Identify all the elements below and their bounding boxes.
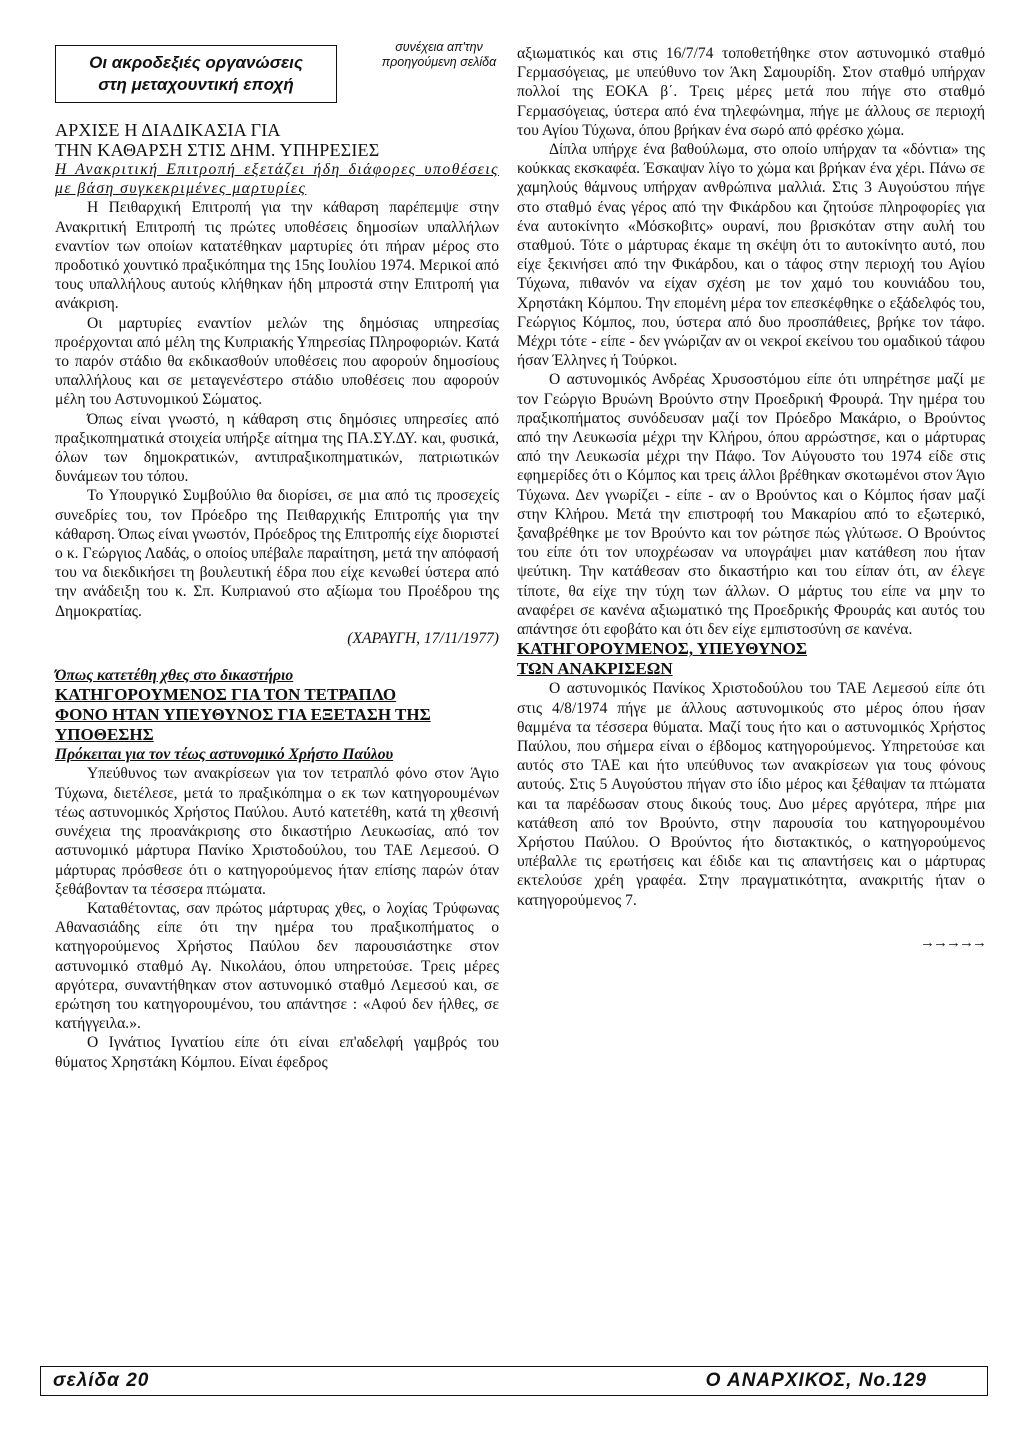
article2-subhead: Πρόκειται για τον τέως αστυνομικό Χρήστο Παύλου bbox=[55, 746, 394, 764]
article1-paragraph: Όπως είναι γνωστό, η κάθαρση στις δημόσιες υπηρεσίες από πραξικοπηματικά στοιχεία υπήρξε αίτημα της ΠΑ.ΣΥ.ΔΥ. και, φυσικά, όλων των δημοκρατικών, αντιπραξικοπηματικών, πατριωτικών δυνάμεων του τόπου. bbox=[55, 410, 499, 486]
article2-paragraph: Υπεύθυνος των ανακρίσεων για τον τετραπλό φόνο στον Άγιο Τύχωνα, διετέλεσε, μετά το πραξικόπημα ο εκ των κατηγορουμένων τέως αστυνομικός Χρήστος Παύλου. Αυτό κατετέθη, κατά τη χθεσινή συνέχεια της προανάκρισης στο δικαστήριο Λευκωσίας, από τον αστυνομικό μάρτυρα Πανίκο Χριστοδούλου, του ΤΑΕ Λεμεσού. Ο μάρτυρας πρόσθεσε ότι ο κατηγορούμενος ήταν επίσης παρών όταν ξεθάβονταν τα τέσσερα πτώματα. bbox=[55, 765, 499, 898]
section-title-line2: ΤΩΝ ΑΝΑΚΡΙΣΕΩΝ bbox=[517, 659, 673, 679]
series-title-line2: στη μεταχουντική εποχή bbox=[98, 75, 294, 94]
series-title-line1: Οι ακροδεξιές οργανώσεις bbox=[89, 53, 303, 72]
article1-paragraph: Η Πειθαρχική Επιτροπή για την κάθαρση παρέπεμψε στην Ανακριτική Επιτροπή τις πρώτες υποθέσεις δημοσίων υπαλλήλων εναντίον των οποίων κατατέθηκαν μαρτυρίες ότι πήραν μέρος στο προδοτικό χουντικό πραξικόπημα της 15ης Ιουλίου 1974. Μερικοί από τους υπαλλήλους αυτούς κλήθηκαν ήδη μπροστά στην Επιτροπή για ανάκριση. bbox=[55, 199, 499, 313]
page-footer bbox=[40, 1366, 988, 1396]
article2-kicker: Όπως κατετέθη χθες στο δικαστήριο bbox=[55, 667, 294, 685]
article2-paragraph: αξιωματικός και στις 16/7/74 τοποθετήθηκε στον αστυνομικό σταθμό Γερμασόγειας, με υπεύθυνο τον Άκη Σαμουρίδη. Στον σταθμό υπήρχαν πολλοί της ΕΟΚΑ β΄. Τρεις μέρες μετά που πήγε στο σταθμό Γερμασόγειας, ύστερα από ένα τηλεφώνημα, πήγε με άλλους σε περιοχή του Αγίου Τύχωνα, όπου βρήκαν ένα σωρό από φρέσκο χώμα. bbox=[517, 45, 985, 139]
article1-paragraph: Το Υπουργικό Συμβούλιο θα διορίσει, σε μια από τις προσεχείς συνεδρίες του, τον Πρόεδρο της Πειθαρχικής Επιτροπής για την κάθαρση. Όπως είναι γνωστόν, Πρόεδρος της Επιτροπής είχε διοριστεί ο κ. Γεώργιος Λαδάς, ο οποίος υπέβαλε παραίτηση, μετά την απόφασή του να διεκδικήσει τη βουλευτική έδρα που είχε κενωθεί ύστερα από την ανάδειξη του κ. Σπ. Κυπριανού στο αξίωμα του Προέδρου της Δημοκρατίας. bbox=[55, 487, 499, 620]
publication-name: Ο ΑΝΑΡΧΙΚΟΣ, Νο.129 bbox=[705, 1370, 927, 1391]
page-number: σελίδα 20 bbox=[53, 1370, 150, 1391]
article2-headline-line3: ΥΠΟΘΕΣΗΣ bbox=[55, 725, 154, 745]
article1-headline-line2: ΤΗΝ ΚΑΘΑΡΣΗ ΣΤΙΣ ΔΗΜ. ΥΠΗΡΕΣΙΕΣ bbox=[55, 140, 380, 160]
series-header bbox=[55, 40, 499, 120]
article2-headline-line1: ΚΑΤΗΓΟΡΟΥΜΕΝΟΣ ΓΙΑ ΤΟΝ ΤΕΤΡΑΠΛΟ bbox=[55, 685, 397, 705]
right-column bbox=[517, 44, 985, 953]
continuation-line1: συνέχεια απ'την bbox=[395, 40, 483, 54]
left-column bbox=[55, 40, 499, 1072]
article1-headline-line1: ΑΡΧΙΣΕ Η ΔΙΑΔΙΚΑΣΙΑ ΓΙΑ bbox=[55, 120, 281, 140]
article1-source: (ΧΑΡΑΥΓΗ, 17/11/1977) bbox=[347, 629, 499, 647]
continuation-note bbox=[379, 40, 499, 70]
article2-headline-line2: ΦΟΝΟ ΗΤΑΝ ΥΠΕΥΘΥΝΟΣ ΓΙΑ ΕΞΕΤΑΣΗ ΤΗΣ bbox=[55, 705, 431, 725]
series-title-box bbox=[55, 45, 337, 103]
article2-paragraph: Καταθέτοντας, σαν πρώτος μάρτυρας χθες, ο λοχίας Τρύφωνας Αθανασιάδης είπε ότι την ημέρα του πραξικοπήματος ο κατηγορούμενος Χρήστος Παύλου δεν παρουσιάστηκε στον αστυνομικό σταθμό Αγ. Νικολάου, όπου υπηρετούσε. Τρεις μέρες αργότερα, συναντήθηκαν στον αστυνομικό σταθμό Λεμεσού και, σε ερώτηση του κατηγορουμένου, του απάντησε : «Αφού δεν ήλθες, σε κατήγγειλα.». bbox=[55, 899, 499, 1033]
article2-paragraph: Ο Ιγνάτιος Ιγνατίου είπε ότι είναι επ'αδελφή γαμβρός του θύματος Χρηστάκη Κόμπου. Είναι έφεδρος bbox=[55, 1034, 499, 1071]
continue-arrows: →→→→→ bbox=[920, 934, 985, 951]
article1-subhead: Η Ανακριτική Επιτροπή εξετάζει ήδη διάφορες υποθέσεις με βάση συγκεκριμένες μαρτυρίες bbox=[55, 161, 499, 198]
continuation-line2: προηγούμενη σελίδα bbox=[381, 55, 497, 69]
section-title-line1: ΚΑΤΗΓΟΡΟΥΜΕΝΟΣ, ΥΠΕΥΘΥΝΟΣ bbox=[517, 639, 807, 659]
article2-paragraph: Ο αστυνομικός Ανδρέας Χρυσοστόμου είπε ότι υπηρέτησε μαζί με τον Γεώργιο Βρυώνη Βρούντο στην Προεδρική Φρουρά. Την ημέρα του πραξικοπήματος συνόδευσαν μαζί τον Πρόεδρο Μακάριο, ο Βρούντος από την Λευκωσία μέχρι την Κλήρου, όπου αρρώστησε, και ο μάρτυρας από την Λευκωσία μέχρι την Πάφο. Τον Αύγουστο του 1974 είδε στις εφημερίδες ότι ο Κόμπος και τρεις άλλοι βρέθηκαν σκοτωμένοι στον Άγιο Τύχωνα. Δεν γνωρίζει - είπε - αν ο Βρούντος και ο Κόμπος ήσαν μαζί στην Κλήρου. Μετά την επιστροφή του Μακαρίου από το εξωτερικό, ξαναβρέθηκε με τον Βρούντο και τον ρώτησε πώς γλύτωσε. Ο Βρούντος του είπε ότι τον υποχρέωσαν να υπογράψει μιαν κατάθεση που ήταν ψεύτικη. Την κατάθεσαν στο δικαστήριο και του είπαν ότι, αν έλεγε τίποτε, θα είχε την τύχη των άλλων. Ο μάρτυς του είπε να μην το αναφέρει σε κανένα αξιωματικό της Προεδρικής Φρουράς και αυτός του απάντησε ότι εφοβάτο και ότι δεν είχε εμπιστοσύνη σε κανένα. bbox=[517, 371, 985, 639]
article2-paragraph: Δίπλα υπήρχε ένα βαθούλωμα, στο οποίο υπήρχαν τα «δόντια» της κούκκας εκσκαφέα. Έσκαψαν λίγο το χώμα και βρήκαν ένα χέρι. Πάνω σε χαμηλούς θάμνους υπήρχαν ανθρώπινα μαλλιά. Στις 3 Αυγούστου πήγε στο σταθμό ένας γέρος από την Φικάρδου και ζητούσε πληροφορίες για ένα αυτοκίνητο «Μόσκοβιτς» ουρανί, που βρισκόταν στην αυλή του σταθμού. Τότε ο μάρτυρας έκαμε τη σκέψη ότι το αυτοκίνητο αυτό, που είχε ξεκινήσει από την Φικάρδου, και ο τάφος στην περιοχή του Αγίου Τύχωνα, πιθανόν να είχαν σχέση με τον χαμό του κουνιάδου του, Χρηστάκη Κόμπου. Την επομένη μέρα τον επεσκέφθηκε ο εξάδελφός του, Γεώργιος Κόμπος, που, ύστερα από δυο προσπάθειες, βρήκε τον τάφο. Μέχρι τότε - είπε - δεν γνώριζαν αν οι νεκροί εκείνου του ομαδικού τάφου ήσαν Έλληνες ή Τούρκοι. bbox=[517, 141, 985, 370]
article1-paragraph: Οι μαρτυρίες εναντίον μελών της δημόσιας υπηρεσίας προέρχονται από μέλη της Κυπριακής Υπηρεσίας Πληροφοριών. Κατά το παρόν στάδιο θα εκδικασθούν υποθέσεις που αφορούν δημοσίους υπαλλήλους και σε μεταγενέστερο στάδιο υποθέσεις που αφορούν μέλη του Αστυνομικού Σώματος. bbox=[55, 314, 499, 409]
article2-paragraph: Ο αστυνομικός Πανίκος Χριστοδούλου του ΤΑΕ Λεμεσού είπε ότι στις 4/8/1974 πήγε με άλλους αστυνομικούς στο μέρος όπου ήσαν θαμμένα τα τέσσερα θύματα. Μαζί τους ήτο και ο αστυνομικός Χρήστος Παύλου, που σήμερα είναι ο έβδομος κατηγορούμενος. Υπηρετούσε και αυτός στο ΤΑΕ και ήτο υπεύθυνος των ανακρίσεων για τους φόνους αυτούς. Στις 5 Αυγούστου πήγαν στο ίδιο μέρος και ξέθαψαν τα πτώματα και τα παρέδωσαν στους δικούς τους. Δυο μέρες αργότερα, πήρε μια κατάθεση από τον Βρούντο, στην παρουσία του κατηγορουμένου Χρήστου Παύλου. Ο Βρούντος ήτο διστακτικός, ο κατηγορούμενος υπέβαλλε τις ερωτήσεις και έδιδε και τις απαντήσεις και ο μάρτυρας εκτελούσε χρέη γραφέα. Στην πραγματικότητα, ανακριτής ήταν ο κατηγορούμενος 7. bbox=[517, 680, 985, 909]
